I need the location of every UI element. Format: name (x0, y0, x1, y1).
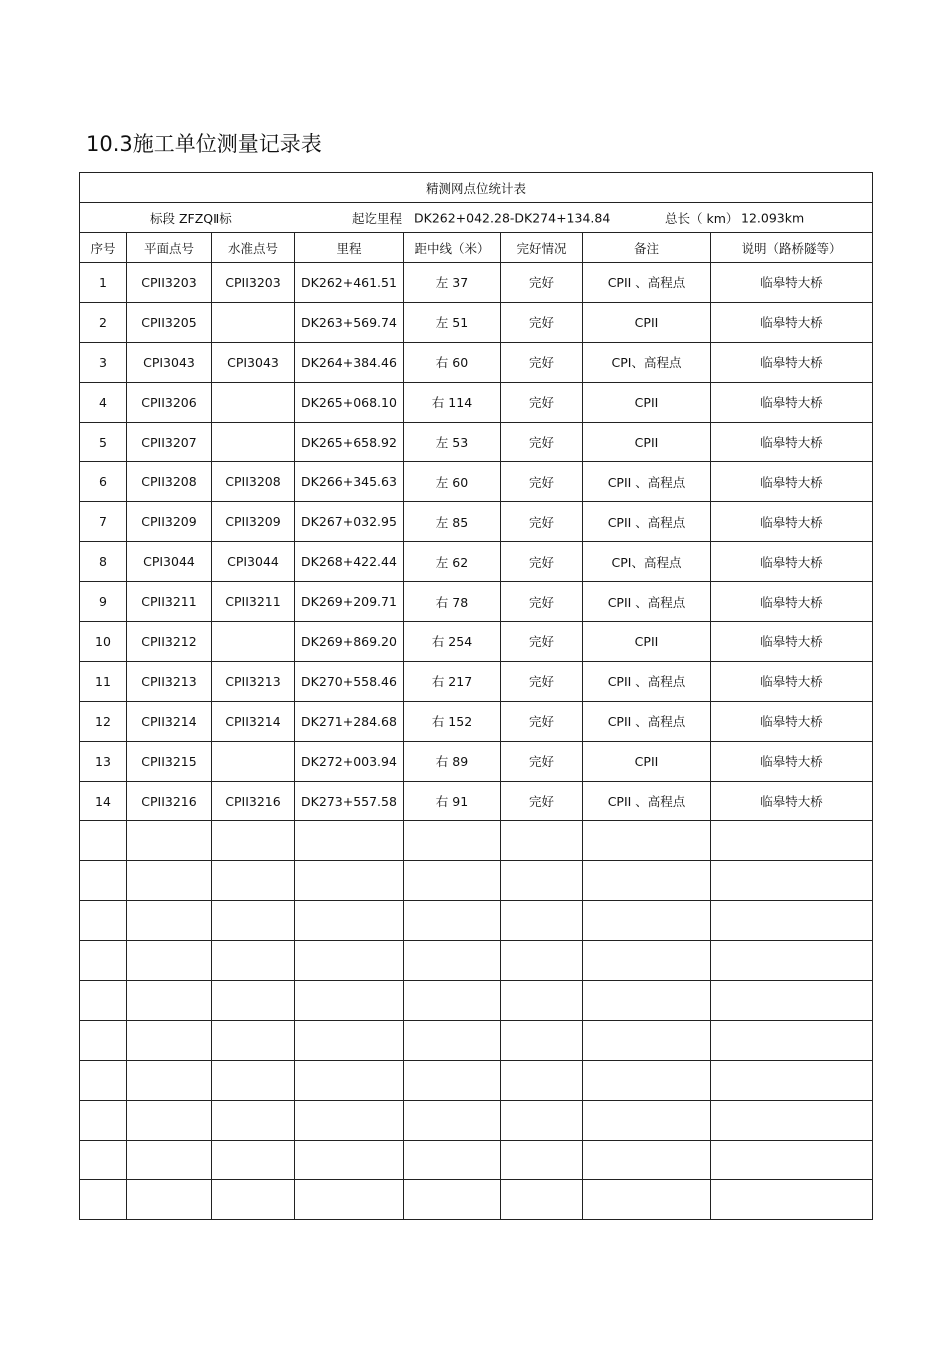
condition-cell: 完好 (501, 263, 583, 303)
range-label: 起讫里程 (352, 210, 403, 226)
plane-point-id-cell: CPII3212 (127, 622, 212, 662)
empty-cell (583, 901, 711, 941)
empty-cell (711, 1180, 873, 1220)
condition-cell: 完好 (501, 741, 583, 781)
condition-cell: 完好 (501, 542, 583, 582)
column-header: 平面点号 (127, 233, 212, 263)
offset-from-centerline-cell: 左 53 (404, 422, 501, 462)
empty-cell (711, 1140, 873, 1180)
offset-from-centerline-cell: 右 152 (404, 701, 501, 741)
level-point-id-cell (212, 422, 295, 462)
table-row (80, 263, 873, 303)
empty-cell (404, 1140, 501, 1180)
empty-cell (212, 981, 295, 1021)
table-row (80, 542, 873, 582)
plane-point-id-cell: CPII3211 (127, 582, 212, 622)
empty-cell (80, 821, 127, 861)
empty-cell (80, 981, 127, 1021)
empty-cell (295, 941, 404, 981)
empty-cell (583, 1100, 711, 1140)
survey-record-table (79, 172, 873, 1220)
empty-cell (80, 1140, 127, 1180)
structure-note-cell: 临皋特大桥 (711, 781, 873, 821)
empty-cell (127, 941, 212, 981)
remark-cell: CPII 、高程点 (583, 502, 711, 542)
empty-cell (295, 981, 404, 1021)
empty-cell (127, 1060, 212, 1100)
mileage-cell: DK262+461.51 (295, 263, 404, 303)
row-index-cell: 3 (80, 342, 127, 382)
structure-note-cell: 临皋特大桥 (711, 382, 873, 422)
empty-cell (501, 981, 583, 1021)
mileage-cell: DK265+068.10 (295, 382, 404, 422)
condition-cell: 完好 (501, 582, 583, 622)
empty-cell (212, 861, 295, 901)
empty-cell (127, 861, 212, 901)
empty-cell (501, 1100, 583, 1140)
plane-point-id-cell: CPII3215 (127, 741, 212, 781)
empty-cell (295, 901, 404, 941)
structure-note-cell: 临皋特大桥 (711, 582, 873, 622)
empty-cell (711, 861, 873, 901)
empty-cell (711, 821, 873, 861)
row-index-cell: 1 (80, 263, 127, 303)
row-index-cell: 12 (80, 701, 127, 741)
empty-cell (583, 941, 711, 981)
empty-table-row (80, 1020, 873, 1060)
offset-from-centerline-cell: 右 91 (404, 781, 501, 821)
empty-cell (711, 981, 873, 1021)
level-point-id-cell: CPII3213 (212, 661, 295, 701)
table-row (80, 582, 873, 622)
empty-table-row (80, 861, 873, 901)
condition-cell: 完好 (501, 502, 583, 542)
column-header: 备注 (583, 233, 711, 263)
level-point-id-cell (212, 382, 295, 422)
empty-cell (80, 901, 127, 941)
empty-cell (501, 1180, 583, 1220)
empty-cell (404, 1100, 501, 1140)
offset-from-centerline-cell: 右 89 (404, 741, 501, 781)
condition-cell: 完好 (501, 382, 583, 422)
structure-note-cell: 临皋特大桥 (711, 342, 873, 382)
condition-cell: 完好 (501, 622, 583, 662)
offset-from-centerline-cell: 左 37 (404, 263, 501, 303)
mileage-cell: DK267+032.95 (295, 502, 404, 542)
level-point-id-cell: CPII3209 (212, 502, 295, 542)
structure-note-cell: 临皋特大桥 (711, 661, 873, 701)
row-index-cell: 10 (80, 622, 127, 662)
empty-cell (212, 1020, 295, 1060)
offset-from-centerline-cell: 左 62 (404, 542, 501, 582)
row-index-cell: 2 (80, 302, 127, 342)
empty-table-row (80, 1100, 873, 1140)
mileage-cell: DK273+557.58 (295, 781, 404, 821)
level-point-id-cell: CPII3211 (212, 582, 295, 622)
empty-cell (80, 861, 127, 901)
offset-from-centerline-cell: 左 85 (404, 502, 501, 542)
column-header: 距中线（米） (404, 233, 501, 263)
condition-cell: 完好 (501, 462, 583, 502)
empty-cell (404, 821, 501, 861)
empty-cell (404, 861, 501, 901)
structure-note-cell: 临皋特大桥 (711, 622, 873, 662)
document-title: 10.3施工单位测量记录表 (86, 132, 322, 156)
empty-cell (711, 901, 873, 941)
remark-cell: CPII (583, 741, 711, 781)
row-index-cell: 9 (80, 582, 127, 622)
table-row (80, 342, 873, 382)
level-point-id-cell (212, 741, 295, 781)
empty-cell (295, 1060, 404, 1100)
plane-point-id-cell: CPII3208 (127, 462, 212, 502)
empty-cell (501, 861, 583, 901)
empty-cell (127, 1140, 212, 1180)
length-value: 12.093km (741, 210, 805, 225)
condition-cell: 完好 (501, 701, 583, 741)
empty-cell (80, 1180, 127, 1220)
level-point-id-cell (212, 302, 295, 342)
column-header: 说明（路桥隧等） (711, 233, 873, 263)
empty-cell (295, 1140, 404, 1180)
remark-cell: CPII (583, 622, 711, 662)
offset-from-centerline-cell: 左 51 (404, 302, 501, 342)
mileage-cell: DK264+384.46 (295, 342, 404, 382)
empty-cell (212, 1180, 295, 1220)
offset-from-centerline-cell: 右 114 (404, 382, 501, 422)
column-header-row (80, 233, 873, 263)
mileage-cell: DK272+003.94 (295, 741, 404, 781)
row-index-cell: 5 (80, 422, 127, 462)
empty-cell (212, 901, 295, 941)
table-row (80, 701, 873, 741)
table-meta-row (80, 203, 873, 233)
structure-note-cell: 临皋特大桥 (711, 502, 873, 542)
range-value: DK262+042.28-DK274+134.84 (414, 210, 611, 225)
empty-cell (295, 821, 404, 861)
structure-note-cell: 临皋特大桥 (711, 263, 873, 303)
empty-cell (501, 901, 583, 941)
level-point-id-cell: CPII3216 (212, 781, 295, 821)
offset-from-centerline-cell: 右 254 (404, 622, 501, 662)
table-row (80, 622, 873, 662)
remark-cell: CPII (583, 382, 711, 422)
structure-note-cell: 临皋特大桥 (711, 302, 873, 342)
offset-from-centerline-cell: 左 60 (404, 462, 501, 502)
mileage-cell: DK268+422.44 (295, 542, 404, 582)
mileage-cell: DK271+284.68 (295, 701, 404, 741)
mileage-cell: DK269+869.20 (295, 622, 404, 662)
empty-cell (212, 1140, 295, 1180)
empty-table-row (80, 941, 873, 981)
plane-point-id-cell: CPII3203 (127, 263, 212, 303)
structure-note-cell: 临皋特大桥 (711, 462, 873, 502)
mileage-cell: DK265+658.92 (295, 422, 404, 462)
table-row (80, 302, 873, 342)
empty-cell (501, 1140, 583, 1180)
condition-cell: 完好 (501, 781, 583, 821)
row-index-cell: 7 (80, 502, 127, 542)
mileage-cell: DK269+209.71 (295, 582, 404, 622)
table-row (80, 502, 873, 542)
plane-point-id-cell: CPII3213 (127, 661, 212, 701)
row-index-cell: 8 (80, 542, 127, 582)
empty-cell (583, 1140, 711, 1180)
row-index-cell: 4 (80, 382, 127, 422)
empty-table-row (80, 1180, 873, 1220)
empty-cell (80, 1060, 127, 1100)
empty-cell (295, 1020, 404, 1060)
section-label: 标段 ZFZQⅡ标 (150, 210, 232, 226)
empty-cell (501, 821, 583, 861)
structure-note-cell: 临皋特大桥 (711, 701, 873, 741)
empty-cell (583, 861, 711, 901)
empty-cell (212, 1060, 295, 1100)
empty-cell (295, 1180, 404, 1220)
remark-cell: CPII 、高程点 (583, 462, 711, 502)
table-row (80, 781, 873, 821)
empty-cell (127, 1180, 212, 1220)
plane-point-id-cell: CPI3044 (127, 542, 212, 582)
table-row (80, 382, 873, 422)
structure-note-cell: 临皋特大桥 (711, 542, 873, 582)
remark-cell: CPI、高程点 (583, 542, 711, 582)
remark-cell: CPII 、高程点 (583, 263, 711, 303)
table-caption: 精测网点位统计表 (80, 173, 873, 203)
plane-point-id-cell: CPII3214 (127, 701, 212, 741)
condition-cell: 完好 (501, 422, 583, 462)
empty-cell (583, 1180, 711, 1220)
remark-cell: CPII (583, 302, 711, 342)
table-row (80, 422, 873, 462)
empty-cell (404, 1060, 501, 1100)
empty-cell (127, 981, 212, 1021)
empty-table-row (80, 981, 873, 1021)
empty-table-row (80, 901, 873, 941)
empty-cell (711, 1020, 873, 1060)
level-point-id-cell (212, 622, 295, 662)
table-row (80, 741, 873, 781)
structure-note-cell: 临皋特大桥 (711, 741, 873, 781)
remark-cell: CPII 、高程点 (583, 701, 711, 741)
column-header: 完好情况 (501, 233, 583, 263)
plane-point-id-cell: CPII3206 (127, 382, 212, 422)
empty-cell (212, 821, 295, 861)
empty-cell (711, 941, 873, 981)
empty-cell (583, 1020, 711, 1060)
column-header: 序号 (80, 233, 127, 263)
empty-cell (80, 1100, 127, 1140)
table-row (80, 462, 873, 502)
length-label: 总长（ km） (665, 210, 739, 226)
empty-cell (583, 821, 711, 861)
empty-table-row (80, 1140, 873, 1180)
row-index-cell: 6 (80, 462, 127, 502)
empty-cell (583, 1060, 711, 1100)
empty-cell (404, 1020, 501, 1060)
mileage-cell: DK266+345.63 (295, 462, 404, 502)
empty-cell (711, 1060, 873, 1100)
plane-point-id-cell: CPII3205 (127, 302, 212, 342)
empty-cell (295, 1100, 404, 1140)
condition-cell: 完好 (501, 302, 583, 342)
empty-cell (80, 1020, 127, 1060)
plane-point-id-cell: CPII3216 (127, 781, 212, 821)
empty-cell (80, 941, 127, 981)
empty-cell (711, 1100, 873, 1140)
empty-cell (127, 821, 212, 861)
row-index-cell: 11 (80, 661, 127, 701)
empty-cell (127, 1100, 212, 1140)
empty-cell (404, 1180, 501, 1220)
remark-cell: CPII 、高程点 (583, 781, 711, 821)
row-index-cell: 14 (80, 781, 127, 821)
level-point-id-cell: CPII3208 (212, 462, 295, 502)
empty-cell (501, 1020, 583, 1060)
level-point-id-cell: CPII3214 (212, 701, 295, 741)
empty-cell (212, 941, 295, 981)
empty-cell (127, 901, 212, 941)
offset-from-centerline-cell: 右 217 (404, 661, 501, 701)
empty-cell (501, 1060, 583, 1100)
plane-point-id-cell: CPII3209 (127, 502, 212, 542)
level-point-id-cell: CPII3203 (212, 263, 295, 303)
structure-note-cell: 临皋特大桥 (711, 422, 873, 462)
empty-cell (127, 1020, 212, 1060)
remark-cell: CPII 、高程点 (583, 582, 711, 622)
empty-cell (583, 981, 711, 1021)
empty-cell (295, 861, 404, 901)
empty-table-row (80, 821, 873, 861)
empty-cell (501, 941, 583, 981)
empty-cell (404, 941, 501, 981)
remark-cell: CPII 、高程点 (583, 661, 711, 701)
condition-cell: 完好 (501, 342, 583, 382)
mileage-cell: DK263+569.74 (295, 302, 404, 342)
level-point-id-cell: CPI3044 (212, 542, 295, 582)
remark-cell: CPII (583, 422, 711, 462)
column-header: 水准点号 (212, 233, 295, 263)
offset-from-centerline-cell: 右 78 (404, 582, 501, 622)
empty-cell (404, 901, 501, 941)
column-header: 里程 (295, 233, 404, 263)
plane-point-id-cell: CPI3043 (127, 342, 212, 382)
remark-cell: CPI、高程点 (583, 342, 711, 382)
condition-cell: 完好 (501, 661, 583, 701)
offset-from-centerline-cell: 右 60 (404, 342, 501, 382)
table-row (80, 661, 873, 701)
plane-point-id-cell: CPII3207 (127, 422, 212, 462)
mileage-cell: DK270+558.46 (295, 661, 404, 701)
level-point-id-cell: CPI3043 (212, 342, 295, 382)
empty-cell (404, 981, 501, 1021)
empty-cell (212, 1100, 295, 1140)
empty-table-row (80, 1060, 873, 1100)
row-index-cell: 13 (80, 741, 127, 781)
